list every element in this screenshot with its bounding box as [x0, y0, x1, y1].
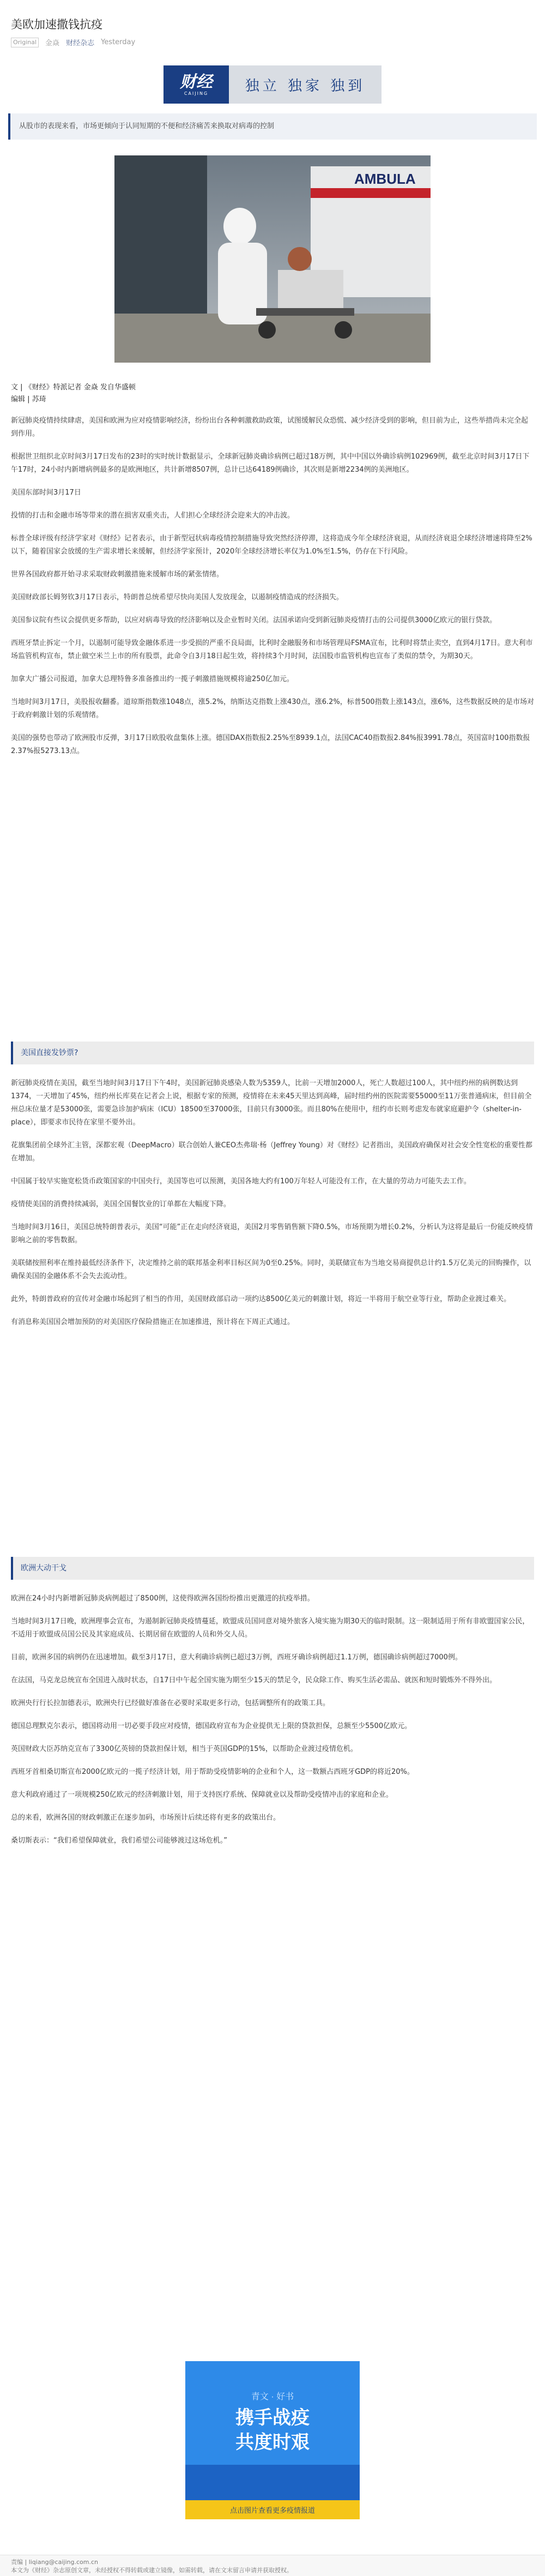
section-heading-eu: [11, 1557, 534, 1580]
paragraph: 美国参议院有些议会提供更多帮助，以应对病毒导致的经济影响以及企业暂时关闭。法国承诺向受到新冠肺炎疫情打击的公司提供3000亿欧元的银行贷款。: [11, 616, 497, 624]
paragraph: 美国东部时间3月17日: [11, 489, 81, 497]
brand-banner: [164, 65, 382, 104]
publish-date: Yesterday: [101, 38, 136, 46]
paragraph: 英国财政大臣苏纳克宣布了3300亿英镑的贷款担保计划，相当于英国GDP的15%，以帮助企业渡过疫情危机。: [11, 1745, 358, 1753]
article-meta: [11, 37, 534, 47]
byline-editor: 编辑 | 苏琦: [11, 395, 46, 404]
paragraph: 有消息称美国国会增加预防的对美国医疗保险措施正在加速推进，预计将在下周正式通过。: [11, 1318, 295, 1326]
paragraph: 西班牙首相桑切斯宣布2000亿欧元的一揽子经济计划，用于帮助受疫情影响的企业和个人，这一数额占西班牙GDP的将近20%。: [11, 1768, 414, 1776]
paragraph: 欧洲央行行长拉加德表示，欧洲央行已经做好准备在必要时采取更多行动，包括调整所有的政策工具。: [11, 1699, 330, 1707]
paragraph: 美联储按照利率在维持最低经济条件下，决定维持之前的联邦基金利率目标区间为0至0.25%。同时，美联储宣布为当地交易商提供总计约1.5万亿美元的回购操作，以确保美国的金融体系不会失去流动性。: [11, 1259, 531, 1280]
brand-logo-text: 财经: [180, 72, 213, 92]
paragraph: 新冠肺炎疫情持续肆虐，美国和欧洲为应对疫情影响经济，纷纷出台各种刺激救助政策，试图缓解民众恐慌、减少经济受到的影响，但目前为止，这些举措尚未完全起到作用。: [11, 417, 529, 438]
promo-illustration: [185, 2361, 360, 2519]
paragraph: 意大利政府通过了一项规模250亿欧元的经济刺激计划，用于支持医疗系统、保障就业以及帮助受疫情冲击的家庭和企业。: [11, 1791, 393, 1799]
paragraph: 桑切斯表示：“我们希望保障就业，我们希望公司能够渡过这场危机。”: [11, 1837, 227, 1845]
byline-author: 文 | 《财经》特派记者 金焱 发自华盛顿: [11, 383, 136, 392]
paragraph: 标普全球评级有经济学家对《财经》记者表示，由于新型冠状病毒疫情控制措施导致突然经济停滞，这将造成今年全球经济衰退，从而经济衰退全球经济增速将降至2%以下，随着国家会放缓的生产需求增长来缓解，但经济学家预计，2020年全球经济增长率仅为1.0%至1.5%，仍存在下行风险。: [11, 534, 532, 556]
paragraph: 当地时间3月17日，美股报收翻番。道琼斯指数涨1048点，涨5.2%，纳斯达克指数上涨430点，涨6.2%，标普500指数上涨143点，涨6%，这些数据反映的是市场对于政府刺激计划的乐观情绪。: [11, 698, 535, 719]
hero-image[interactable]: [114, 155, 431, 363]
original-tag: Original: [11, 38, 39, 47]
promo-line2: 携手战疫: [235, 2408, 310, 2428]
account-link[interactable]: 财经杂志: [66, 39, 95, 47]
hero-illustration: [114, 155, 431, 363]
paragraph: 加拿大广播公司报道，加拿大总理特鲁多准备推出约一揽子刺激措施规模将逾250亿加元。: [11, 675, 294, 683]
brand-slogan: 独立 独家 独到: [229, 65, 382, 104]
ambulance-sign: AMBULA: [354, 171, 416, 187]
article-lead: 从股市的表现来看，市场更倾向于认同短期的不便和经济痛苦来换取对病毒的控制: [8, 113, 537, 140]
paragraph: 西班牙禁止拆定一个月，以遏制可能导致金融体系进一步受损的严重不良局面，比利时金融服务和市场管理局FSMA宣布，比利时将禁止卖空，直到4月17日。意大利市场监管机构宣布，禁止做空米兰上市的所有股票，此命令自3月18日起生效，将持续3个月时间，法国股市监管机构也宣布了类似的禁令，为期30天。: [11, 639, 533, 660]
promo-image[interactable]: [185, 2361, 360, 2519]
paragraph: 世界各国政府都开始寻求采取财政刺激措施来缓解市场的紧张情绪。: [11, 570, 224, 579]
promo-caption: 点击图片查看更多疫情报道: [229, 2506, 316, 2514]
author-name: 金焱: [45, 39, 60, 47]
paragraph: 此外，特朗普政府的宣传对金融市场起到了相当的作用，美国财政部启动一项约达8500亿美元的刺激计划，将近一半将用于航空业等行业，帮助企业渡过难关。: [11, 1295, 511, 1303]
article-body-part1: [11, 414, 534, 768]
paragraph: 根据世卫组织北京时间3月17日发布的23时的实时统计数据显示，全球新冠肺炎确诊病例已超过18万例，其中中国以外确诊病例102969例，截至北京时间3月17日下午17时，24小时内新增病例最多的是欧洲地区，共计新增8507例，总计已达64189例确诊，其次则是新增2234例的美洲地区。: [11, 453, 530, 474]
section-heading-us: [11, 1042, 534, 1064]
article-body-part3: [11, 1592, 534, 1857]
paragraph: 欧洲在24小时内新增新冠肺炎病例超过了8500例，这使得欧洲各国纷纷推出更激进的抗疫举措。: [11, 1594, 314, 1603]
footer-editor: 责编 | liqiang@caijing.com.cn: [11, 2559, 98, 2566]
article-title: 美欧加速撒钱抗疫: [11, 18, 102, 31]
brand-logo: [164, 65, 229, 104]
section-heading-text: 美国直接发钞票?: [21, 1049, 78, 1057]
paragraph: 在法国，马克龙总统宣布全国进入战时状态，自17日中午起全国实施为期至少15天的禁足令，民众除工作、购买生活必需品、就医和短时锻炼外不得外出。: [11, 1676, 497, 1684]
section-heading-text: 欧洲大动干戈: [21, 1564, 66, 1573]
article-body-part2: [11, 1077, 534, 1339]
paragraph: 中国属于较早实施宽松货币政策国家的中国央行，美国等也可以预测，美国各地大约有100万年轻人可能没有工作，在大量的劳动力可能失去工作。: [11, 1177, 471, 1185]
promo-line3: 共度时艰: [235, 2432, 310, 2453]
paragraph: 疫情使美国的消费持续减弱，美国全国餐饮业的订单都在大幅度下降。: [11, 1200, 231, 1208]
brand-logo-subtext: CAIJING: [184, 91, 209, 96]
byline-block: [11, 382, 534, 406]
article-header: [0, 0, 545, 47]
paragraph: 德国总理默克尔表示，德国将动用一切必要手段应对疫情，德国政府宣布为企业提供无上限的贷款担保，总额至少5500亿欧元。: [11, 1722, 412, 1730]
paragraph: 目前，欧洲多国的病例仍在迅速增加。截至3月17日，意大利确诊病例已超过3万例，西班牙确诊病例超过1.1万例，德国确诊病例超过7000例。: [11, 1653, 462, 1662]
paragraph: 花旗集团前全球外汇主管，深都宏观（DeepMacro）联合创始人兼CEO杰弗瑞·杨（Jeffrey Young）对《财经》记者指出，美国政府确保对社会安全性宽松的重要性都在增加。: [11, 1141, 532, 1163]
paragraph: 美国的强势也带动了欧洲股市反弹，3月17日欧股收盘集体上涨。德国DAX指数报2.25%至8939.1点，法国CAC40指数报2.84%报3991.78点，英国富时100指数报2.37%报5273.13点。: [11, 734, 530, 755]
paragraph: 新冠肺炎疫情在美国，截至当地时间3月17日下午4时，美国新冠肺炎感染人数为5359人，比前一天增加2000人，死亡人数超过100人，其中纽约州的病例数达到1374，一天增加了45%，纽约州长库莫在记者会上说，根据专家的预测，疫情将在未来45天里达到高峰，届时纽约州的医院需要55000至11万张普通病床，但目前全州总床位量才是53000张，需要急诊加护病床（ICU）18500至37000张，目前只有3000张。而且80%在使用中，纽约市长则考虑发布就家庭避护令（shelter-in-place），即要求市民待在家里不要外出。: [11, 1079, 532, 1127]
paragraph: 投情的打击和金融市场等带来的潜在损害双重夹击，人们担心全球经济会迎来大的冲击波。: [11, 511, 295, 520]
paragraph: 当地时间3月16日，美国总统特朗普表示，美国“可能”正在走向经济衰退，美国2月零售销售额下降0.5%，市场预期为增长0.2%，分析认为这将是最后一份能反映疫情影响之前的零售数据。: [11, 1223, 533, 1244]
article-footer: [0, 2555, 545, 2576]
paragraph: 当地时间3月17日晚，欧洲理事会宣布，为遏制新冠肺炎疫情蔓延，欧盟成员国同意对境外旅客入境实施为期30天的临时限制。这一限制适用于所有非欧盟国家公民，不适用于欧盟成员国公民及其家庭成员、长期居留在欧盟的人员和外交人员。: [11, 1617, 530, 1639]
footer-copyright: 本文为《财经》杂志原创文章，未经授权不得转载或建立镜像，如需转载，请在文末留言申请并获取授权。: [11, 2567, 293, 2574]
paragraph: 美国财政部长姆努钦3月17日表示，特朗普总统希望尽快向美国人发放现金，以遏制疫情造成的经济损失。: [11, 593, 343, 601]
promo-line1: 青文 · 好书: [251, 2392, 294, 2402]
paragraph: 总的来看，欧洲各国的财政刺激正在逐步加码，市场预计后续还将有更多的政策出台。: [11, 1814, 281, 1822]
